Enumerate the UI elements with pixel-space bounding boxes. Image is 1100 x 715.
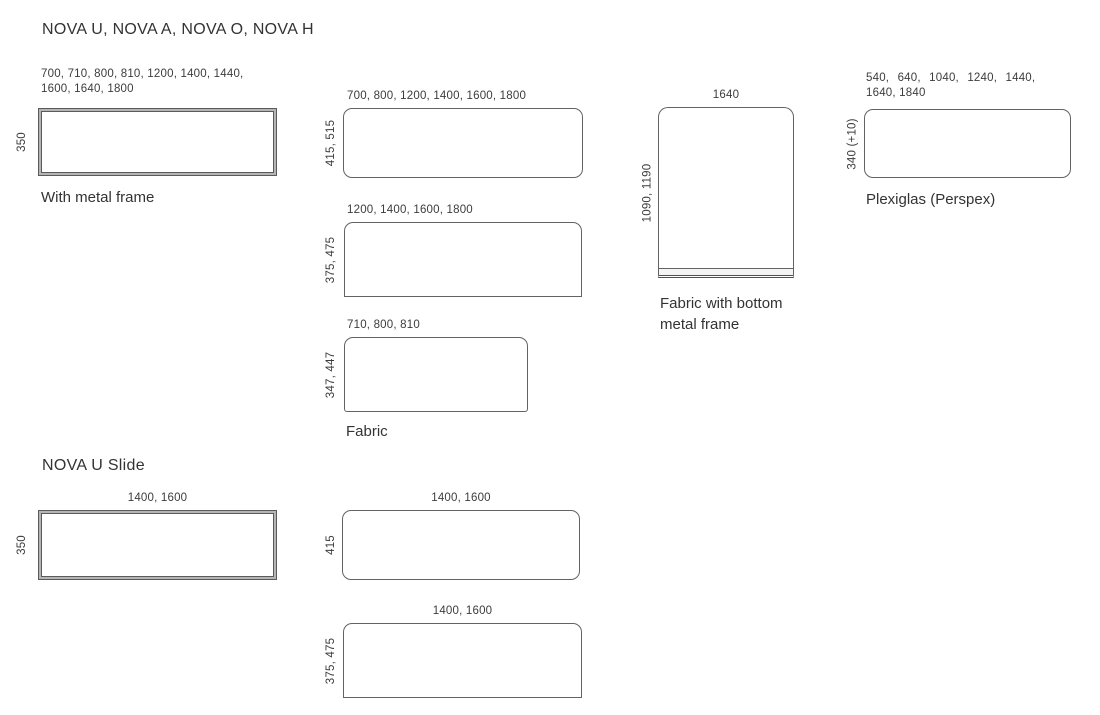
panel-shape-fabric-bottom-frame	[658, 107, 794, 278]
panel-shape-fabric	[344, 222, 582, 297]
panel-shape-metal-frame	[38, 108, 277, 176]
width-dimensions-label: 1640	[712, 89, 740, 101]
height-dimension-label: 347, 447	[325, 351, 337, 398]
height-dimension-label: 350	[16, 535, 29, 555]
width-dimensions-label: 700, 710, 800, 810, 1200, 1400, 1440, 1600, 1640, 1800	[41, 68, 244, 95]
panel-inner-surface	[41, 111, 274, 173]
width-dimensions-label: 710, 800, 810	[347, 319, 420, 331]
panel-shape-fabric	[343, 623, 582, 698]
panel-shape-metal-frame	[38, 510, 277, 580]
width-dimensions-label: 1400, 1600	[431, 492, 491, 504]
panel-caption: Fabric with bottom metal frame	[660, 295, 783, 333]
height-dimension-label: 375, 475	[325, 637, 337, 684]
height-dimension-label: 350	[16, 132, 29, 152]
width-dimensions-label: 540, 640, 1040, 1240, 1440, 1640, 1840	[866, 72, 1036, 99]
panel-shape-fabric	[343, 108, 583, 178]
height-dimension-label: 375, 475	[325, 236, 337, 283]
bottom-metal-frame-band	[659, 268, 793, 275]
width-dimensions-label: 1200, 1400, 1600, 1800	[347, 204, 473, 216]
height-dimension-label: 415	[325, 535, 338, 555]
width-dimensions-label: 1400, 1600	[432, 605, 493, 617]
width-dimensions-label: 700, 800, 1200, 1400, 1600, 1800	[347, 90, 527, 102]
height-dimension-label: 1090, 1190	[641, 163, 654, 222]
section-title-slide: NOVA U Slide	[42, 457, 145, 474]
width-dimensions-label: 1400, 1600	[127, 492, 188, 504]
panel-shape-fabric	[344, 337, 528, 412]
panel-caption: With metal frame	[41, 189, 155, 206]
height-dimension-label: 340 (+10)	[847, 117, 860, 170]
height-dimension-label: 415, 515	[325, 119, 337, 167]
panel-shape-fabric	[342, 510, 580, 580]
section-title-nova: NOVA U, NOVA A, NOVA O, NOVA H	[42, 21, 314, 38]
panel-caption: Plexiglas (Perspex)	[866, 191, 996, 208]
panel-shape-plexiglas	[864, 109, 1071, 178]
panel-inner-surface	[41, 513, 274, 577]
panel-caption: Fabric	[346, 423, 388, 440]
